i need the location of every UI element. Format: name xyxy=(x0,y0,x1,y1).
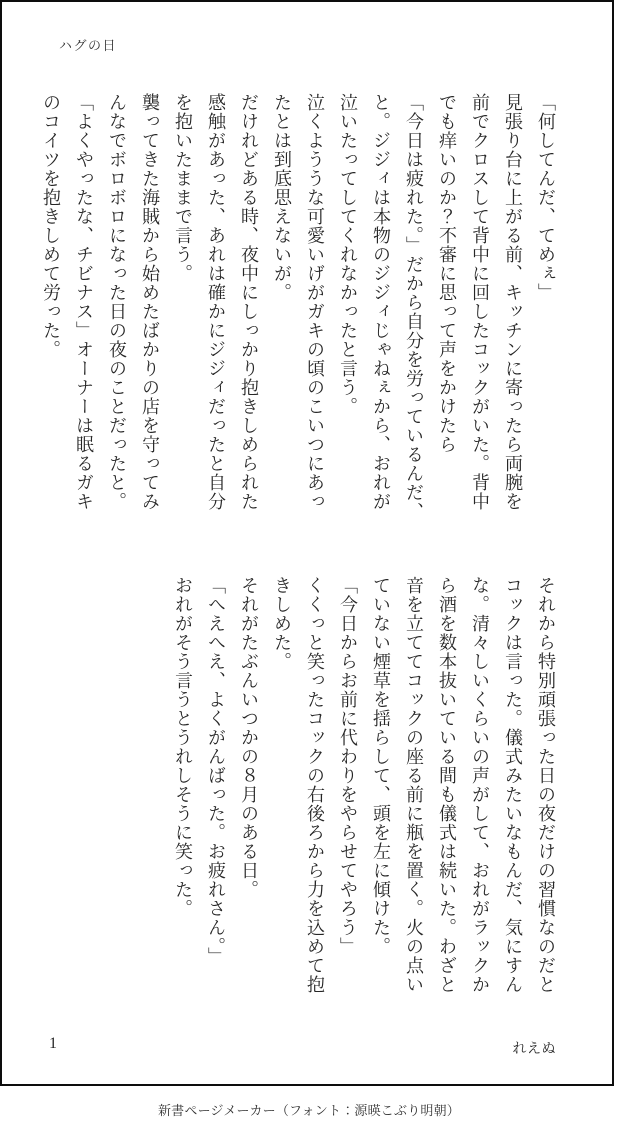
text-line: でも痒いのか？不審に思って声をかけたら xyxy=(437,93,457,454)
text-line: それがたぶんいつかの８月のある日。 xyxy=(239,576,259,899)
text-line: 「今日は疲れた。」だから自分を労っているんだ、 xyxy=(404,93,424,521)
text-line: コックは言った。儀式みたいなもんだ、気にすん xyxy=(503,576,523,994)
author-name: れえぬ xyxy=(512,1042,556,1057)
text-line: んなでボロボロになった日の夜のことだったと。 xyxy=(107,93,127,511)
text-line: 見張り台に上がる前、キッチンに寄ったら両腕を xyxy=(503,93,523,511)
text-line: 襲ってきた海賊から始めたばかりの店を守ってみ xyxy=(140,93,160,511)
text-line: を抱いたままで言う。 xyxy=(173,93,193,283)
vertical-text-paragraph-1 xyxy=(34,93,562,521)
text-line: 「何してんだ、てめぇ」 xyxy=(536,93,556,302)
text-line: 泣くよううな可愛いげがガキの頃のこいつにあっ xyxy=(305,93,325,511)
page-header-title: ハグの日 xyxy=(59,38,118,53)
page-number: 1 xyxy=(49,1035,57,1052)
text-line: 感触があった、あれは確かにジジィだったと自分 xyxy=(206,93,226,511)
text-line: きしめた。 xyxy=(272,576,292,671)
text-line: だけれどある時、夜中にしっかり抱きしめられた xyxy=(239,93,259,511)
text-line: くくっと笑ったコックの右後ろから力を込めて抱 xyxy=(305,576,325,994)
text-line: な。清々しいくらいの声がして、おれがラックか xyxy=(470,576,490,994)
text-line: ら酒を数本抜いている間も儀式は続いた。わざと xyxy=(437,576,457,994)
text-line: のコイツを抱きしめて労った。 xyxy=(41,93,61,359)
generator-caption: 新書ページメーカー（フォント：源暎こぶり明朝） xyxy=(157,1103,461,1118)
text-line: 泣いたってしてくれなかったと言う。 xyxy=(338,93,358,416)
text-line: ていない煙草を揺らして、頭を左に傾けた。 xyxy=(371,576,391,956)
vertical-text-paragraph-2 xyxy=(166,576,562,1000)
text-line: 「よくやったな、チビナス」オーナーは眠るガキ xyxy=(74,93,94,511)
text-line: 前でクロスして背中に回したコックがいた。背中 xyxy=(470,93,490,511)
text-line: と。ジジィは本物のジジィじゃねぇから、おれが xyxy=(371,93,391,511)
text-line: 「今日からお前に代わりをやらせてやろう」 xyxy=(338,576,358,956)
text-line: おれがそう言うとうれしそうに笑った。 xyxy=(173,576,193,918)
text-line: 「へえへえ、よくがんばった。お疲れさん。」 xyxy=(206,576,226,966)
text-line: 音を立ててコックの座る前に瓶を置く。火の点い xyxy=(404,576,424,994)
text-line: たとは到底思えないが。 xyxy=(272,93,292,302)
text-line: それから特別頑張った日の夜だけの習慣なのだと xyxy=(536,576,556,994)
